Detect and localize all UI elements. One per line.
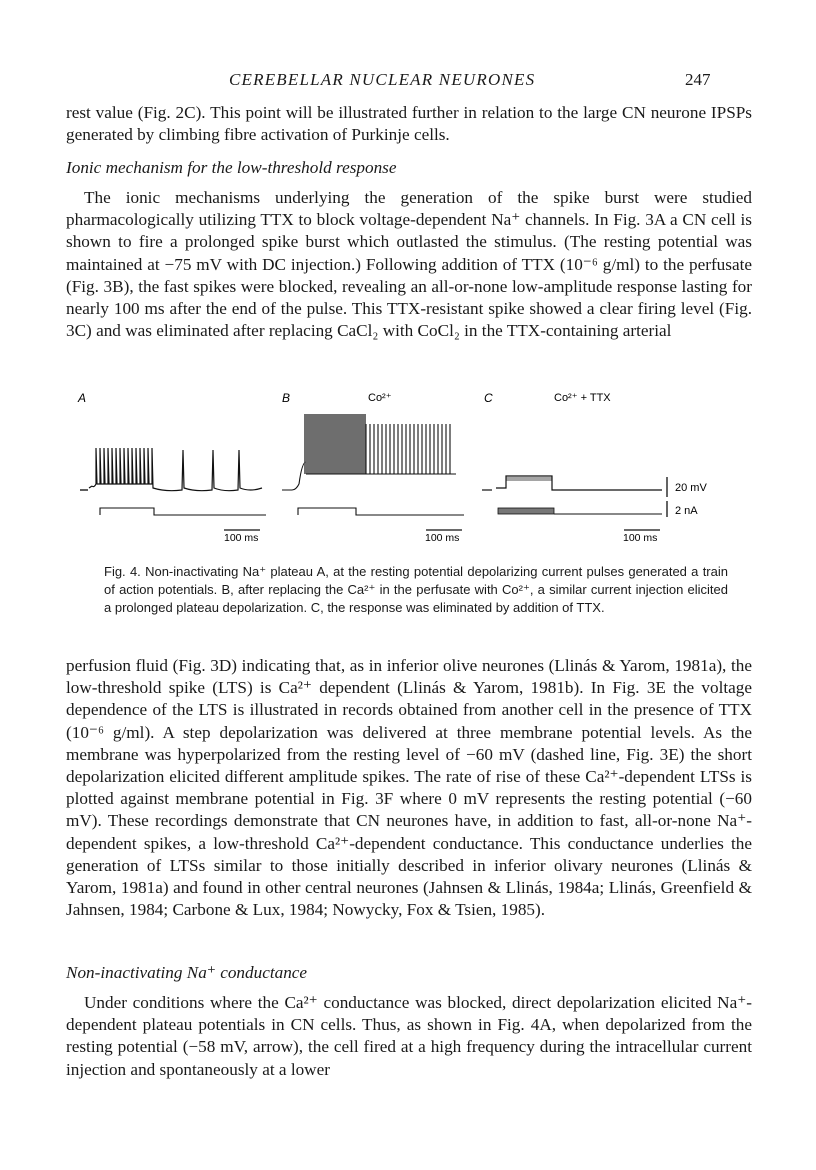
- panel-a-label: A: [78, 391, 87, 405]
- figure-4-traces: [66, 384, 756, 554]
- panel-b-condition: Co²⁺: [368, 392, 392, 404]
- panel-c-label: C: [484, 391, 493, 405]
- panel-b-voltage-trace: [282, 414, 456, 490]
- figure-4-caption-text: Fig. 4. Non-inactivating Na⁺ plateau A, at the resting potential depolarizing current pulses generated a train of action potentials. B, after replacing the Ca²⁺ in the perfusate with Co²⁺, a similar current injection elicited a prolonged plateau depolarization. C, the response was eliminated by addition of TTX.: [104, 564, 728, 615]
- time-scale-label-c: 100 ms: [623, 532, 658, 544]
- time-scale-label-b: 100 ms: [425, 532, 460, 544]
- paragraph-2: [66, 187, 752, 342]
- panel-c-condition: Co²⁺ + TTX: [554, 392, 611, 404]
- paragraph-4-text: Under conditions where the Ca²⁺ conductance was blocked, direct depolarization elicited Na⁺-dependent plateau potentials in CN cells. Thus, as shown in Fig. 4A, when depolarized from the resting potential (−58 mV, arrow), the cell fired at a high frequency during the intracellular current injection and spontaneously at a lower: [66, 993, 752, 1079]
- time-scale-label-a: 100 ms: [224, 532, 259, 544]
- scale-voltage-label: 20 mV: [675, 482, 707, 494]
- figure-4-caption: [104, 563, 728, 617]
- paragraph-1-text: rest value (Fig. 2C). This point will be illustrated further in relation to the large CN neurone IPSPs generated by climbing fibre activation of Purkinje cells.: [66, 103, 752, 145]
- running-header: [0, 70, 816, 92]
- panel-c-current-trace: [498, 508, 662, 514]
- section-heading-ionic: Ionic mechanism for the low-threshold response: [66, 158, 397, 177]
- figure-4: [66, 384, 756, 554]
- page-number: 247: [685, 70, 711, 89]
- running-title: CEREBELLAR NUCLEAR NEURONES: [229, 70, 536, 89]
- paragraph-3-text: perfusion fluid (Fig. 3D) indicating that, as in inferior olive neurones (Llinás & Yarom, 1981a), the low-threshold spike (LTS) is Ca²⁺ dependent (Llinás & Yarom, 1981b). In Fig. 3E the voltage dependence of the LTS is illustrated in records obtained from another cell in the presence of TTX (10⁻⁶ g/ml). A step depolarization was delivered at three membrane potential levels. As the membrane was hyperpolarized from the resting level of −60 mV (dashed line, Fig. 3E) the short depolarization elicited different amplitude spikes. The rate of rise of these Ca²⁺-dependent LTSs is plotted against membrane potential in Fig. 3F where 0 mV represents the resting potential (−60 mV). These recordings demonstrate that CN neurones have, in addition to fast, all-or-none Na⁺-dependent spikes, a low-threshold Ca²⁺-dependent conductance. This conductance underlies the generation of LTSs similar to those initially described in inferior olivary neurones (Llinás & Yarom, 1981a) and found in other central neurones (Jahnsen & Llinás, 1984a; Llinás, Greenfield & Jahnsen, 1984; Carbone & Lux, 1984; Nowycky, Fox & Tsien, 1985).: [66, 656, 752, 920]
- section-heading-na-conductance: Non-inactivating Na⁺ conductance: [66, 963, 308, 982]
- panel-c-voltage-trace: [482, 476, 662, 490]
- paragraph-1: [66, 102, 752, 146]
- paragraph-3: [66, 655, 752, 921]
- scale-current-label: 2 nA: [675, 505, 698, 517]
- panel-b-current-trace: [298, 508, 464, 515]
- paragraph-4: [66, 992, 752, 1081]
- paragraph-2-text: The ionic mechanisms underlying the generation of the spike burst were studied pharmacologically utilizing TTX to block voltage-dependent Na⁺ channels. In Fig. 3A a CN cell is shown to fire a prolonged spike burst which outlasted the stimulus. (The resting potential was maintained at −75 mV with DC injection.) Following addition of TTX (10⁻⁶ g/ml) to the perfusate (Fig. 3B), the fast spikes were blocked, revealing an all-or-none low-amplitude response lasting for nearly 100 ms after the end of the pulse. This TTX-resistant spike showed a clear firing level (Fig. 3C) and was eliminated after replacing CaCl₂ with CoCl₂ in the TTX-containing arterial: [66, 188, 752, 341]
- panel-a-current-trace: [100, 508, 266, 515]
- panel-a-voltage-trace: [80, 448, 262, 491]
- panel-b-label: B: [282, 391, 291, 405]
